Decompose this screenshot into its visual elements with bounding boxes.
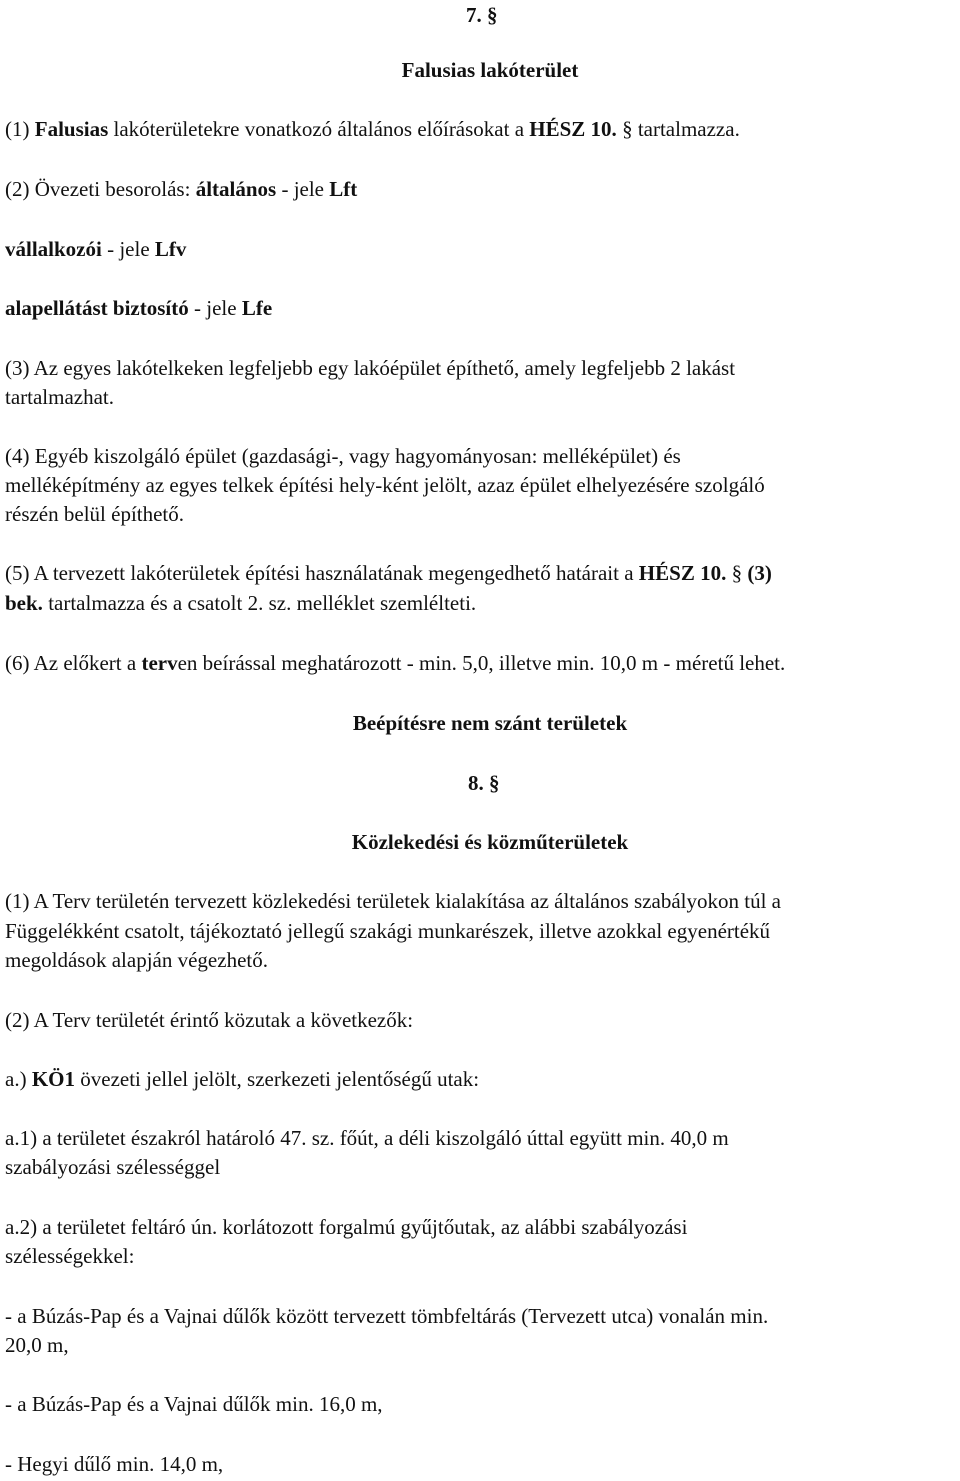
paragraph-7-3-line1: (3) Az egyes lakótelkeken legfeljebb egy lakóépület építhető, amely legfeljebb 2 lakást xyxy=(5,356,736,380)
bold-term: vállalkozói xyxy=(5,237,102,261)
bold-term: alapellátást biztosító xyxy=(5,296,189,320)
text: a.) xyxy=(5,1067,32,1091)
paragraph-7-5-line1 xyxy=(5,558,772,588)
bold-reference: HÉSZ 10. xyxy=(529,117,617,141)
paragraph-8-1-line3: megoldások alapján végezhető. xyxy=(5,948,268,972)
bold-reference: bek. xyxy=(5,591,43,615)
bold-code: KÖ1 xyxy=(31,1067,75,1091)
paragraph-7-2c xyxy=(5,293,272,323)
text: § tartalmazza. xyxy=(616,117,740,141)
text: - jele xyxy=(101,237,155,261)
bold-term: általános xyxy=(195,177,277,201)
text: § xyxy=(726,561,748,585)
text: - jele xyxy=(276,177,330,201)
section-title-falusias: Falusias lakóterület xyxy=(401,58,579,82)
paragraph-7-2b xyxy=(5,234,186,264)
bold-term: terv xyxy=(141,651,178,675)
paragraph-7-2 xyxy=(5,174,357,204)
text: (6) Az előkert a xyxy=(5,651,142,675)
text: övezeti jellel jelölt, szerkezeti jelentőségű utak: xyxy=(75,1067,480,1091)
text: - jele xyxy=(188,296,242,320)
paragraph-8-a1-line2: szabályozási szélességgel xyxy=(5,1155,221,1179)
bold-code: Lfe xyxy=(241,296,273,320)
paragraph-7-4-line2: melléképítmény az egyes telkek építési hely-ként jelölt, azaz épület elhelyezésére szolgáló xyxy=(5,473,765,497)
bold-reference: HÉSZ 10. xyxy=(638,561,727,585)
paragraph-8-a xyxy=(5,1064,479,1094)
bold-term: Falusias xyxy=(34,117,109,141)
paragraph-7-3-line2: tartalmazhat. xyxy=(5,385,115,409)
paragraph-7-4-line1: (4) Egyéb kiszolgáló épület (gazdasági-, vagy hagyományosan: melléképület) és xyxy=(5,444,681,468)
paragraph-7-4-line3: részén belül építhető. xyxy=(5,502,185,526)
paragraph-7-6 xyxy=(5,648,785,678)
text: en beírással meghatározott - min. 5,0, illetve min. 10,0 m - méretű lehet. xyxy=(177,651,786,675)
section-title-kozlekedesi: Közlekedési és közműterületek xyxy=(351,830,629,854)
list-item: - Hegyi dűlő min. 14,0 m, xyxy=(5,1452,224,1476)
text: (2) Övezeti besorolás: xyxy=(5,177,196,201)
text: lakóterületekre vonatkozó általános előírásokat a xyxy=(108,117,530,141)
paragraph-7-5-line2 xyxy=(5,588,476,618)
text: (5) A tervezett lakóterületek építési használatának megengedhető határait a xyxy=(5,561,639,585)
section-number-7: 7. § xyxy=(466,3,498,27)
bold-code: Lfv xyxy=(154,237,187,261)
bold-reference: (3) xyxy=(747,561,772,585)
text: (1) xyxy=(5,117,35,141)
text: tartalmazza és a csatolt 2. sz. melléklet szemlélteti. xyxy=(42,591,477,615)
list-item-line2: 20,0 m, xyxy=(5,1333,69,1357)
paragraph-8-a1-line1: a.1) a területet északról határoló 47. sz. főút, a déli kiszolgáló úttal együtt min. 40,0 m xyxy=(5,1126,729,1150)
paragraph-8-2: (2) A Terv területét érintő közutak a következők: xyxy=(5,1008,414,1032)
bold-code: Lft xyxy=(329,177,358,201)
section-heading: Beépítésre nem szánt területek xyxy=(352,711,628,735)
paragraph-8-a2-line1: a.2) a területet feltáró ún. korlátozott forgalmú gyűjtőutak, az alábbi szabályozási xyxy=(5,1215,688,1239)
list-item-line1: - a Búzás-Pap és a Vajnai dűlők között tervezett tömbfeltárás (Tervezett utca) vonalán min. xyxy=(5,1304,769,1328)
paragraph-8-1-line1: (1) A Terv területén tervezett közlekedési területek kialakítása az általános szabályokon túl a xyxy=(5,889,781,913)
list-item: - a Búzás-Pap és a Vajnai dűlők min. 16,0 m, xyxy=(5,1392,383,1416)
section-number-8: 8. § xyxy=(468,771,500,795)
paragraph-8-a2-line2: szélességekkel: xyxy=(5,1244,135,1268)
paragraph-8-1-line2: Függelékként csatolt, tájékoztató jellegű szakági munkarészek, illetve azokkal egyenértékű xyxy=(5,919,771,943)
paragraph-7-1 xyxy=(5,114,740,144)
